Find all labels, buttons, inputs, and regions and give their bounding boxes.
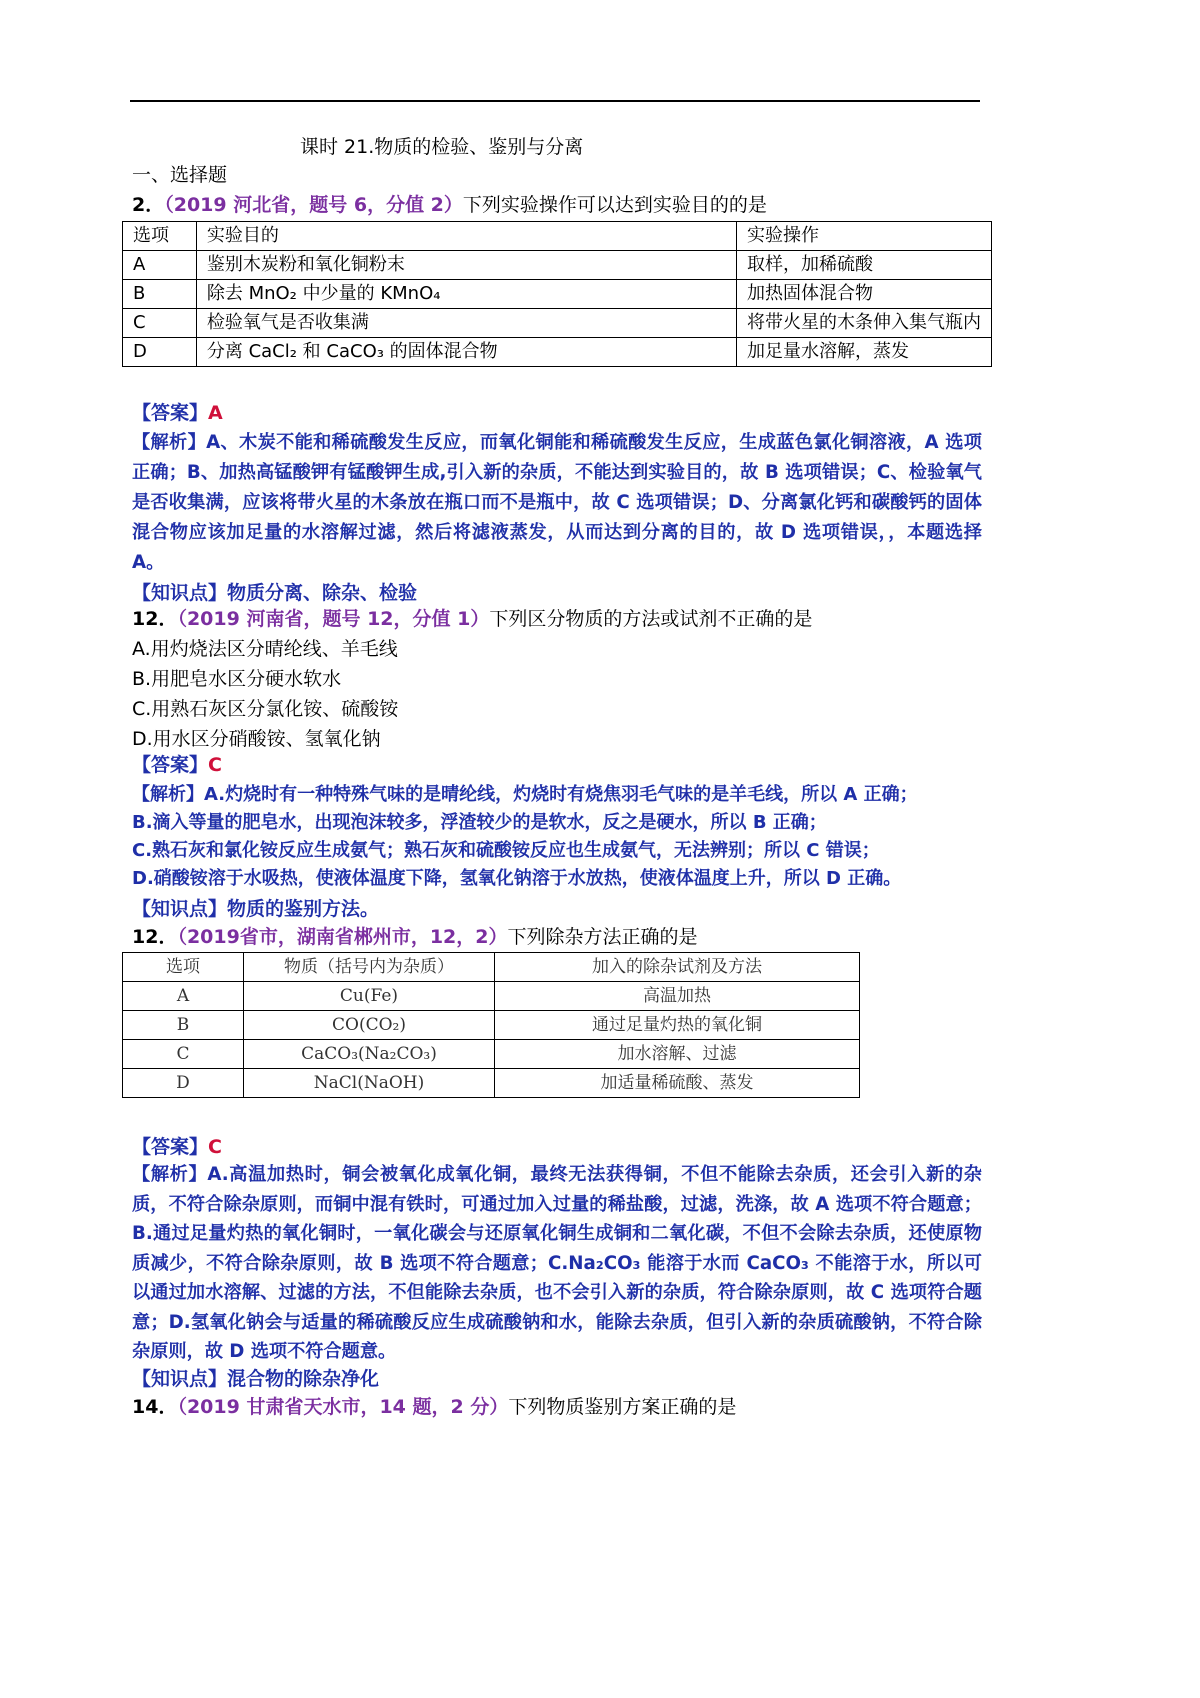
q2-option-b: B.用肥皂水区分硬水软水 (132, 668, 342, 690)
q3-answer (132, 1132, 222, 1162)
table-cell: NaCl(NaOH) (244, 1069, 495, 1098)
table-header-cell: 实验目的 (196, 222, 736, 251)
table-header-cell: 选项 (123, 953, 244, 982)
table-cell: 分离 CaCl₂ 和 CaCO₃ 的固体混合物 (196, 338, 736, 367)
q1-source: （2019 河北省，题号 6，分值 2） (164, 194, 463, 216)
q1-number: 2． (132, 194, 165, 216)
q3-knowledge-point (132, 1364, 379, 1394)
q2-analysis-line-4: D.硝酸铵溶于水吸热，使液体温度下降，氢氧化钠溶于水放热，使液体温度上升，所以 D 正确。 (132, 868, 902, 889)
answer-label: 【答案】 (132, 1136, 209, 1158)
q1-analysis (132, 428, 982, 578)
table-row (123, 1069, 860, 1098)
q3-heading (132, 922, 698, 952)
table-cell: D (123, 338, 197, 367)
kp-label: 【知识点】 (132, 582, 228, 604)
q4-number: 14． (132, 1396, 178, 1418)
table-header-cell: 实验操作 (737, 222, 992, 251)
q3-analysis (132, 1160, 982, 1367)
table-cell: D (123, 1069, 244, 1098)
answer-value: A (208, 402, 223, 424)
q1-stem: 下列实验操作可以达到实验目的的是 (462, 194, 767, 216)
q1-table (122, 221, 992, 367)
table-cell: 加适量稀硫酸、蒸发 (495, 1069, 860, 1098)
table-row (123, 982, 860, 1011)
answer-label: 【答案】 (132, 402, 209, 424)
kp-label: 【知识点】 (132, 1368, 228, 1390)
table-cell: B (123, 1011, 244, 1040)
section-heading: 一、选择题 (132, 164, 228, 186)
table-cell: 检验氧气是否收集满 (196, 309, 736, 338)
table-row (123, 1011, 860, 1040)
table-cell: 加水溶解、过滤 (495, 1040, 860, 1069)
table-header-cell: 选项 (123, 222, 197, 251)
table-cell: 高温加热 (495, 982, 860, 1011)
table-row (123, 1040, 860, 1069)
q2-number: 12． (132, 608, 178, 630)
table-header-cell: 物质（括号内为杂质） (244, 953, 495, 982)
table-cell: 加足量水溶解，蒸发 (737, 338, 992, 367)
q2-heading (132, 604, 812, 634)
q2-analysis-line-2: B.滴入等量的肥皂水，出现泡沫较多，浮渣较少的是软水，反之是硬水，所以 B 正确； (132, 812, 827, 833)
kp-text: 混合物的除杂净化 (227, 1368, 380, 1390)
analysis-label: 【解析】 (132, 432, 207, 453)
table-row (123, 280, 992, 309)
table-cell: CO(CO₂) (244, 1011, 495, 1040)
q2-analysis-line-1 (132, 780, 918, 810)
table-cell: Cu(Fe) (244, 982, 495, 1011)
analysis-text: A.高温加热时，铜会被氧化成氧化铜，最终无法获得铜，不但不能除去杂质，还会引入新的杂质，不符合除杂原则，而铜中混有铁时，可通过加入过量的稀盐酸，过滤，洗涤，故 A 选项不符合题意；B.通过足量灼热的氧化铜时，一氧化碳会与还原氧化铜生成铜和二氧化碳，不但不会除去杂质，还使原物质减少，不符合除杂原则，故 B 选项不符合题意；C.Na₂CO₃ 能溶于水而 CaCO₃ 不能溶于水，所以可以通过加水溶解、过滤的方法，不但能除去杂质，也不会引入新的杂质，符合除杂原则，故 C 选项符合题意；D.氢氧化钠会与适量的稀硫酸反应生成硫酸钠和水，能除去杂质，但引入新的杂质硫酸钠，不符合除杂原则，故 D 选项不符合题意。 (132, 1164, 982, 1362)
table-cell: C (123, 309, 197, 338)
table-cell: 将带火星的木条伸入集气瓶内 (737, 309, 992, 338)
answer-label: 【答案】 (132, 754, 209, 776)
analysis-label: 【解析】 (132, 1164, 208, 1185)
table-row (123, 309, 992, 338)
table-row (123, 338, 992, 367)
table-cell: C (123, 1040, 244, 1069)
answer-value: C (208, 1136, 222, 1158)
q2-analysis-line-3: C.熟石灰和氯化铵反应生成氨气；熟石灰和硫酸铵反应也生成氨气，无法辨别；所以 C 错误； (132, 840, 880, 861)
analysis-text: A、木炭不能和稀硫酸发生反应，而氧化铜能和稀硫酸发生反应，生成蓝色氯化铜溶液，A 选项正确；B、加热高锰酸钾有锰酸钾生成,引入新的杂质，不能达到实验目的，故 B 选项错误；C、检验氧气是否收集满，应该将带火星的木条放在瓶口而不是瓶中，故 C 选项错误；D、分离氯化钙和碳酸钙的固体混合物应该加足量的水溶解过滤，然后将滤液蒸发，从而达到分离的目的，故 D 选项错误，，本题选择 A。 (132, 432, 982, 573)
q4-stem: 下列物质鉴别方案正确的是 (508, 1396, 737, 1418)
q1-answer (132, 398, 223, 428)
q2-option-c: C.用熟石灰区分氯化铵、硫酸铵 (132, 698, 399, 720)
table-cell: 除去 MnO₂ 中少量的 KMnO₄ (196, 280, 736, 309)
answer-value: C (208, 754, 222, 776)
table-cell: B (123, 280, 197, 309)
q2-source: （2019 河南省，题号 12，分值 1） (177, 608, 490, 630)
table-header-row (123, 222, 992, 251)
table-header-row (123, 953, 860, 982)
table-cell: 加热固体混合物 (737, 280, 992, 309)
table-cell: 通过足量灼热的氧化铜 (495, 1011, 860, 1040)
table-header-cell: 加入的除杂试剂及方法 (495, 953, 860, 982)
q4-source: （2019 甘肃省天水市，14 题，2 分） (177, 1396, 509, 1418)
table-cell: CaCO₃(Na₂CO₃) (244, 1040, 495, 1069)
header-rule (130, 100, 980, 102)
table-cell: 取样，加稀硫酸 (737, 251, 992, 280)
q3-table (122, 952, 860, 1098)
q2-stem: 下列区分物质的方法或试剂不正确的是 (489, 608, 813, 630)
q1-heading (132, 190, 767, 220)
q3-number: 12． (132, 926, 178, 948)
kp-label: 【知识点】 (132, 898, 228, 920)
table-cell: 鉴别木炭粉和氧化铜粉末 (196, 251, 736, 280)
q3-stem: 下列除杂方法正确的是 (507, 926, 698, 948)
table-cell: A (123, 251, 197, 280)
kp-text: 物质的鉴别方法。 (227, 898, 380, 920)
q2-option-d: D.用水区分硝酸铵、氢氧化钠 (132, 728, 381, 750)
q4-heading (132, 1392, 736, 1422)
analysis-text: A.灼烧时有一种特殊气味的是晴纶线，灼烧时有烧焦羽毛气味的是羊毛线，所以 A 正确； (204, 784, 918, 805)
q2-answer (132, 750, 222, 780)
table-row (123, 251, 992, 280)
q3-source: （2019省市，湖南省郴州市，12，2） (177, 926, 508, 948)
q2-option-a: A.用灼烧法区分晴纶线、羊毛线 (132, 638, 398, 660)
analysis-label: 【解析】 (132, 784, 204, 805)
kp-text: 物质分离、除杂、检验 (227, 582, 418, 604)
table-cell: A (123, 982, 244, 1011)
page-title: 课时 21.物质的检验、鉴别与分离 (300, 136, 584, 158)
q2-knowledge-point (132, 894, 379, 924)
